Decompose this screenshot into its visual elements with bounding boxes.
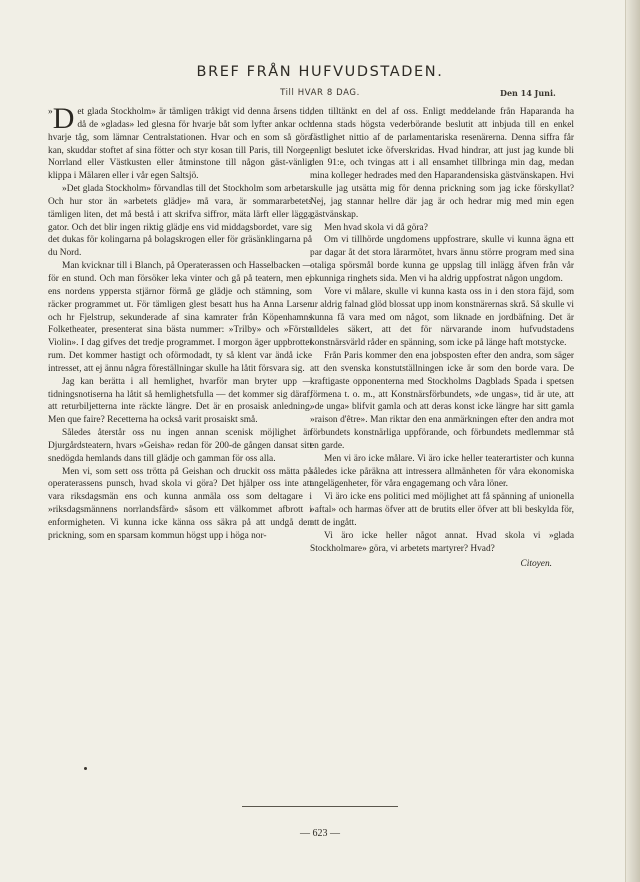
page-number: — 623 — [300,828,340,839]
quote-mark: » [48,107,53,117]
paragraph: Vi äro icke ens politici med möjlighet att få spänning af unionella »aftal» och harmas öfver att de brutits eller öfver att bli beskylda för, att de ingått. [310,492,574,528]
article-date: Den 14 Juni. [500,88,556,98]
paragraph: den tilltänkt en del af oss. Enligt meddelande från Haparanda ha denna stads högsta vederbörande beslutit att inbjuda till en enkel fästlighet nittio af de parlamentariska resenärerna. Denna siffra får enligt beslutet icke öfverskridas. Hvad hindrar, att just jag kunde bli den 91:e, och tvingas att i all ensamhet tillbringa min dag, medan mina kolleger hedrades med den Haparandensiska gästvänskapen. Hvi skulle jag utsätta mig för denna prickning som jag icke förskyllat? Nej, jag stannar hellre där jag är och hedrar mig med min egen gästvänskap. [310,107,574,220]
paragraph: Vi äro icke heller något annat. Hvad skola vi »glada Stockholmare» göra, vi arbetets martyrer? Hvad? [310,530,574,554]
ink-speck [84,767,87,770]
paragraph-text: et glada Stockholm» är tämligen tråkigt vid denna årsens tid, då de »gladas» led glesna för hvarje båt som lyfter ankar och hvarje tåg, som lämnar Centralstationen. Hvar och en som så göra kan, skuddar stoftet af sina fötter och styr kosan till Paris, till Norge, Norrland eller Västkusten eller åtminstone till någon gäst-vänlig klippa i Mälaren eller i vår egen Saltsjö. [48,107,312,182]
article-title: BREF FRÅN HUFVUDSTADEN. [196,64,444,80]
paragraph [48,102,312,183]
footer-rule [242,806,398,807]
paragraph: Således återstår oss nu ingen annan scenisk möjlighet än Djurgårdsteatern, hvars »Geisha» redan för 200-de gången dansat sitt snedögda hemlands dans till glädje och gamman för oss alla. [48,428,312,464]
article-subtitle: Till HVAR 8 DAG. [280,88,360,98]
paragraph: Vore vi målare, skulle vi kunna kasta oss in i den stora fäjd, som ur aldrig falnad glöd blossat upp inom konstnärernas skrå. Så skulle vi kunna få vara med om något, som liknade en jordbäfning. Det är alldeles säkert, att det för närvarande inom hufvudstadens konstnärsvärld råder en spänning, som icke på länge haft motstycke. [310,286,575,349]
paragraph: »Det glada Stockholm» förvandlas till det Stockholm som arbetar. Och hur stor än »arbetets glädje» må vara, är sommararbetets tämligen liten, det må bestå i att skrifva siffror, mäta lärft eller lägga gator. Och det blir ingen riktig glädje ens vid middagsbordet, vare sig det dukas för kolingarna på bolagskrogen eller för gräsänklingarna på du Nord. [48,184,312,259]
paragraph: Men hvad skola vi då göra? [324,222,428,233]
paragraph: Jag kan berätta i all hemlighet, hvarför man bryter upp — tidningsnotiserna ha låtit så hemlighetsfulla — det kommer sig däraf, att returbiljetterna inte räckte längre. Det är en prosaisk anledning. Men que faire? Recetterna ha också varit prosaiskt små. [48,376,312,426]
author-signature: Citoyen. [520,558,552,569]
right-column [310,106,574,570]
book-spine-edge [625,0,640,882]
left-column [48,102,312,543]
drop-cap: D [52,102,75,135]
paragraph: Från Paris kommer den ena jobsposten efter den andra, som säger att den svenska konstutställningen icke är som den borde vara. De kraftigaste opponenterna med Stockholms Dagblads Spada i spetsen förmena t. o. m., att Konstnärsförbundets, »de ungas», tid är ute, att »de unga» blifvit gamla och att deras konst icke längre har sitt gamla »raison d'être». Man riktar den ena anmärkningen efter den andra mot förbundets konstnärliga uppförande, och förbundets medlemmar stå en garde. [310,351,574,451]
paragraph: Man kvicknar till i Blanch, på Operaterassen och Hasselbacken — för en stund. Och man försöker leka vinter och gå på teatern, men ej ens nordens yppersta stjärnor förmå ge glädje och stämning, som räcker programmet ut. För tämligen glest besatt hus ha Anna Larsen och hr Fjelstrup, sekunderade af sina kamrater från Köpenhamns Folketheater, presenterat sina bästa nummer: »Trilby» och »Förste Violin». I dag gifves det tredje programmet. I morgon äger uppbrottet rum. Det kommer hastigt och oförmodadt, ty så klent var ändå icke intresset, att ej ännu några föreställningar skulle ha låtit försvara sig. [48,261,312,374]
paragraph: Men vi äro icke målare. Vi äro icke heller teaterartister och kunna således icke påräkna att intressera allmänheten för våra ekonomiska angelägenheter, för våra engagemang och våra löner. [310,453,574,490]
paragraph: Men vi, som sett oss trötta på Geishan och druckit oss mätta på operaterassens punsch, hvad skola vi göra? Det hjälper oss inte att vara riksdagsmän ens och kunna anmäla oss som deltagare i »riksdagsmännens norrlandsfärd» såsom ett välkommet afbrott i enformigheten. Vi kunna icke känna oss säkra på att undgå den prickning, som en sparsam kommun högst upp i höga nor- [48,466,312,541]
paragraph: Om vi tillhörde ungdomens uppfostrare, skulle vi kunna ägna ett par dagar åt det stora lärarmötet, hvars ännu större program med sina otaliga spörsmål borde kunna ge uppslag till inlägg äfven från vår okunniga ringhets sida. Men vi ha aldrig uppfostrat någon ungdom. [310,235,574,284]
